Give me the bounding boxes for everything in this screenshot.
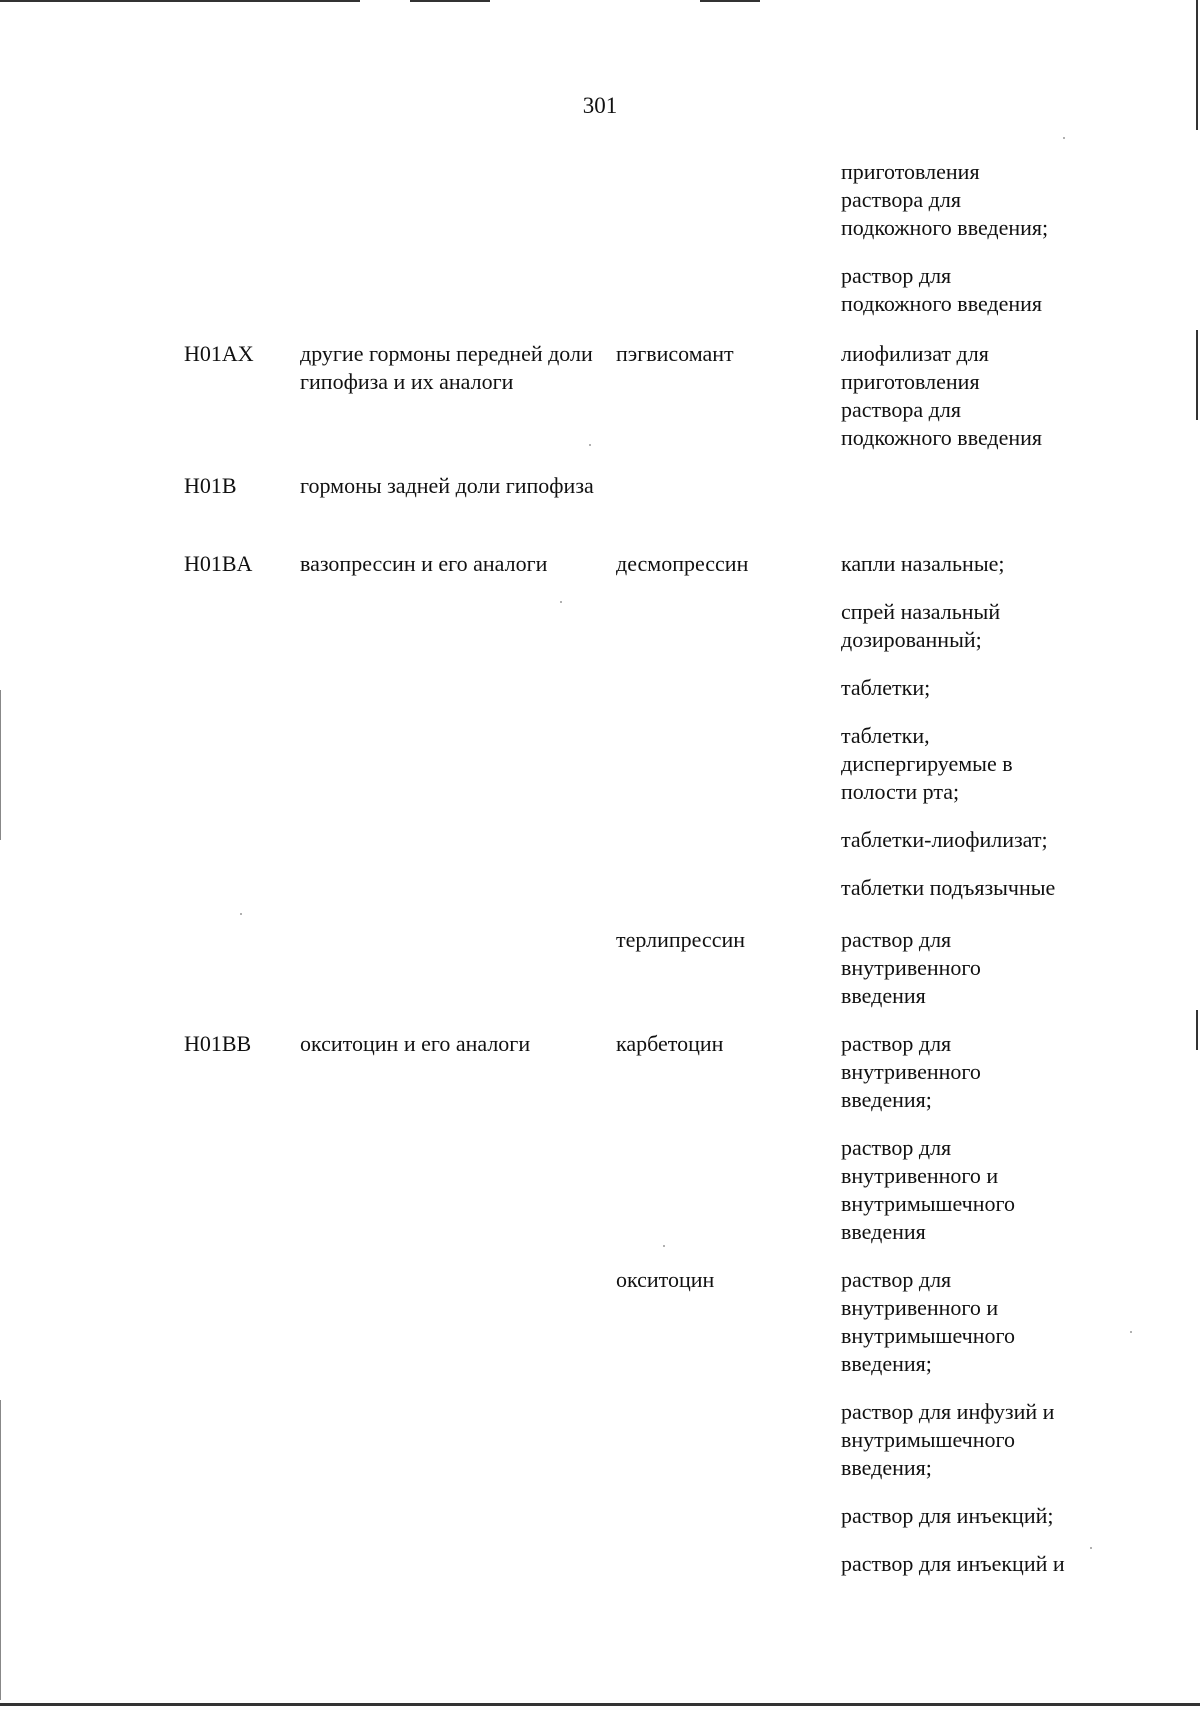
dosage-forms-cell — [841, 340, 1171, 472]
dosage-form: таблетки-лиофилизат; — [841, 827, 1048, 852]
dosage-form: раствор для инъекций; — [841, 1503, 1054, 1528]
atc-code: H01BA — [184, 551, 253, 576]
scan-speck — [663, 1245, 665, 1247]
scan-top-edge-line — [700, 0, 760, 2]
scan-bottom-edge-line — [0, 1703, 1200, 1706]
dosage-forms-cell — [841, 926, 1171, 1030]
scan-speck — [240, 913, 242, 915]
group-name: гормоны задней доли гипофиза — [300, 473, 594, 498]
scan-top-edge-line — [0, 0, 360, 2]
dosage-form: раствор для внутривенного введения; — [841, 1031, 981, 1112]
drug-name: карбетоцин — [616, 1031, 724, 1056]
dosage-form: раствор для внутривенного введения — [841, 927, 981, 1008]
scan-left-edge-line — [0, 690, 1, 840]
scan-speck — [589, 444, 591, 446]
dosage-form: приготовления раствора для подкожного введения; — [841, 159, 1049, 240]
scan-speck — [1063, 137, 1065, 139]
dosage-form: лиофилизат для приготовления раствора для подкожного введения — [841, 341, 1043, 450]
scan-right-edge-line — [1196, 330, 1198, 420]
drug-name: терлипрессин — [616, 927, 746, 952]
dosage-form: раствор для инъекций и — [841, 1551, 1065, 1576]
drug-name: пэгвисомант — [616, 341, 734, 366]
dosage-forms-cell — [841, 1266, 1171, 1598]
scan-left-edge-line — [0, 1400, 1, 1700]
dosage-form: раствор для инфузий и внутримышечного введения; — [841, 1399, 1055, 1480]
dosage-form: таблетки подъязычные — [841, 875, 1056, 900]
dosage-form: раствор для внутривенного и внутримышечного введения; — [841, 1267, 1015, 1376]
page-number: 301 — [582, 93, 618, 118]
drug-name: десмопрессин — [616, 551, 749, 576]
dosage-form: таблетки; — [841, 675, 931, 700]
group-name: другие гормоны передней доли гипофиза и их аналоги — [300, 341, 593, 394]
dosage-form: капли назальные; — [841, 551, 1005, 576]
atc-code: H01BB — [184, 1031, 252, 1056]
atc-code: H01B — [184, 473, 237, 498]
scan-speck — [560, 601, 562, 603]
dosage-forms-cell — [841, 158, 1171, 338]
dosage-form: таблетки, диспергируемые в полости рта; — [841, 723, 1013, 804]
dosage-form: раствор для подкожного введения — [841, 263, 1043, 316]
group-name: вазопрессин и его аналоги — [300, 551, 548, 576]
group-name: окситоцин и его аналоги — [300, 1031, 531, 1056]
dosage-form: спрей назальный дозированный; — [841, 599, 1001, 652]
scan-right-edge-line — [1196, 1010, 1198, 1050]
dosage-forms-cell — [841, 550, 1171, 922]
dosage-form: раствор для внутривенного и внутримышечного введения — [841, 1135, 1015, 1244]
dosage-forms-cell — [841, 1030, 1171, 1266]
drug-name: окситоцин — [616, 1267, 715, 1292]
scan-top-edge-line — [410, 0, 490, 2]
atc-code: H01AX — [184, 341, 254, 366]
